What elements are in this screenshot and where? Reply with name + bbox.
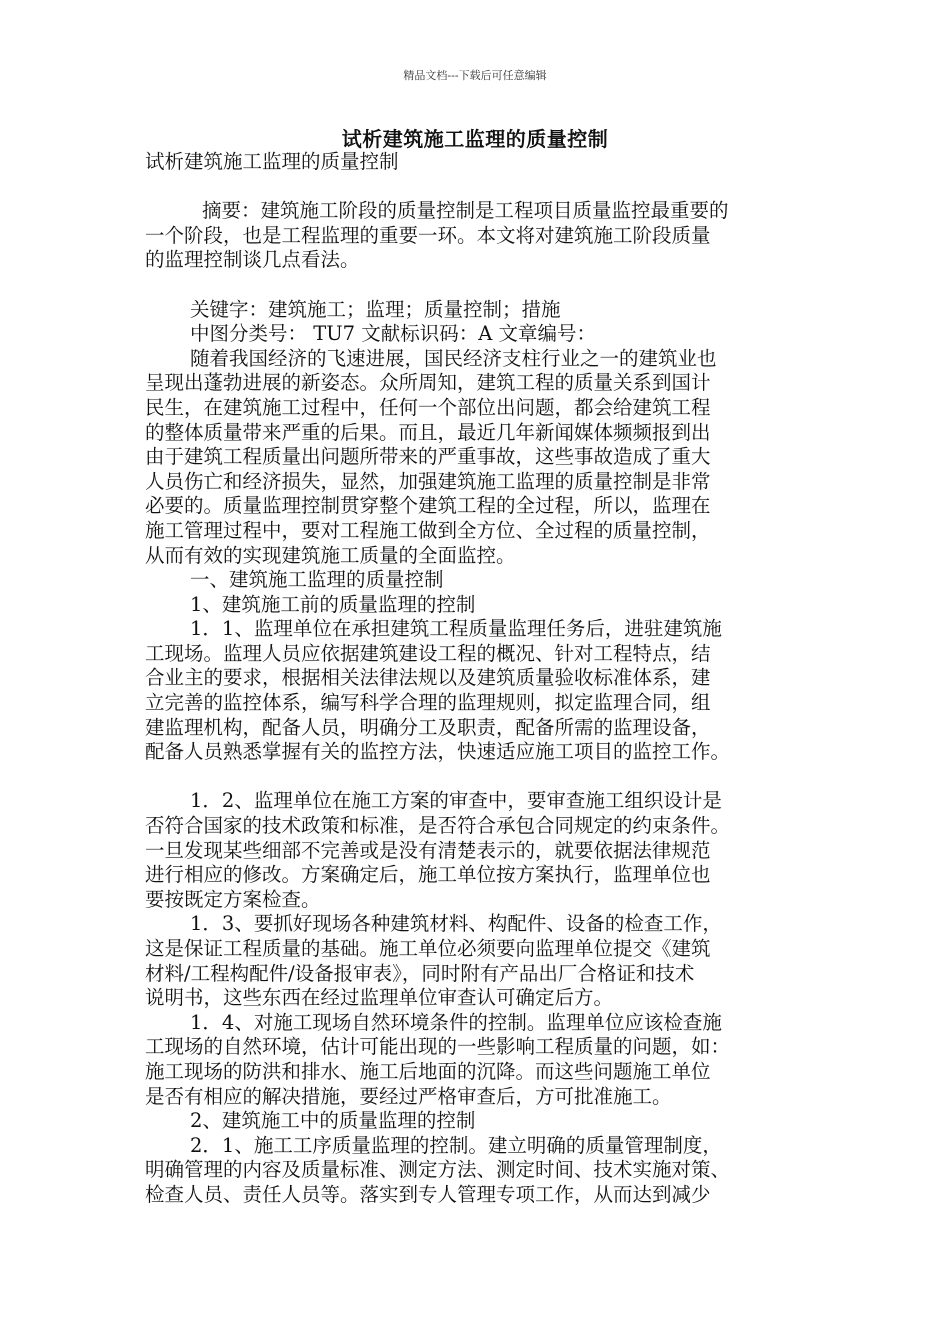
p1-2-line: 1．2、监理单位在施工方案的审查中，要审查施工组织设计是 — [190, 789, 722, 813]
p1-1-line: 建监理机构，配备人员，明确分工及职责，配备所需的监理设备， — [145, 715, 711, 739]
p1-1-line: 工现场。监理人员应依据建筑建设工程的概况、针对工程特点，结 — [145, 641, 711, 665]
p1-1-line: 1．1、监理单位在承担建筑工程质量监理任务后，进驻建筑施 — [190, 617, 722, 641]
p1-4-line: 1．4、对施工现场自然环境条件的控制。监理单位应该检查施 — [190, 1010, 722, 1034]
p2-1-line: 检查人员、责任人员等。落实到专人管理专项工作，从而达到减少 — [145, 1182, 711, 1206]
intro-line: 的整体质量带来严重的后果。而且，最近几年新闻媒体频频报到出 — [145, 420, 711, 444]
intro-line: 民生，在建筑施工过程中，任何一个部位出问题，都会给建筑工程 — [145, 395, 711, 419]
p1-3-line: 材料/工程构配件/设备报审表》，同时附有产品出厂合格证和技术 — [145, 961, 695, 985]
spacer — [145, 175, 810, 200]
intro-line: 随着我国经济的飞速进展，国民经济支柱行业之一的建筑业也 — [190, 346, 717, 370]
p1-3-line: 说明书，这些东西在经过监理单位审查认可确定后方。 — [145, 986, 614, 1010]
p2-1-line: 明确管理的内容及质量标准、测定方法、测定时间、技术实施对策、 — [145, 1158, 731, 1182]
intro-line: 从而有效的实现建筑施工质量的全面监控。 — [145, 543, 516, 567]
sub2-heading: 2、建筑施工中的质量监理的控制 — [190, 1109, 476, 1133]
abstract-line: 一个阶段，也是工程监理的重要一环。本文将对建筑施工阶段质量 — [145, 223, 711, 247]
p1-3-line: 1．3、要抓好现场各种建筑材料、构配件、设备的检查工作， — [190, 912, 722, 936]
intro-line: 由于建筑工程质量出问题所带来的严重事故，这些事故造成了重大 — [145, 445, 711, 469]
p1-1-line: 合业主的要求，根据相关法律法规以及建筑质量验收标准体系，建 — [145, 666, 711, 690]
p1-1-line: 配备人员熟悉掌握有关的监控方法，快速适应施工项目的监控工作。 — [145, 740, 731, 764]
p1-4-line: 工现场的自然环境，估计可能出现的一些影响工程质量的问题，如： — [145, 1035, 731, 1059]
p1-1-line: 立完善的监控体系，编写科学合理的监理规则，拟定监理合同，组 — [145, 691, 711, 715]
intro-line: 人员伤亡和经济损失，显然，加强建筑施工监理的质量控制是非常 — [145, 469, 711, 493]
spacer — [145, 765, 810, 790]
document-subtitle: 试析建筑施工监理的质量控制 — [145, 150, 399, 173]
spacer — [145, 273, 810, 298]
p1-4-line: 是否有相应的解决措施，要经过严格审查后，方可批准施工。 — [145, 1084, 672, 1108]
intro-line: 呈现出蓬勃进展的新姿态。众所周知，建筑工程的质量关系到国计 — [145, 371, 711, 395]
abstract-line: 摘要：建筑施工阶段的质量控制是工程项目质量监控最重要的 — [202, 199, 729, 223]
p1-4-line: 施工现场的防洪和排水、施工后地面的沉降。而这些问题施工单位 — [145, 1059, 711, 1083]
p2-1-line: 2．1、施工工序质量监理的控制。建立明确的质量管理制度， — [190, 1133, 722, 1157]
document-body — [145, 150, 810, 1208]
abstract-line: 的监理控制谈几点看法。 — [145, 248, 360, 272]
p1-3-line: 这是保证工程质量的基础。施工单位必须要向监理单位提交《建筑 — [145, 937, 711, 960]
classification: 中图分类号： TU7 文献标识码：A 文章编号： — [190, 322, 597, 346]
section1-heading: 一、建筑施工监理的质量控制 — [190, 568, 444, 592]
keywords: 关键字：建筑施工；监理；质量控制；措施 — [190, 297, 561, 321]
header-note: 精品文档---下载后可任意编辑 — [403, 69, 547, 82]
p1-2-line: 进行相应的修改。方案确定后，施工单位按方案执行，监理单位也 — [145, 863, 711, 887]
p1-2-line: 否符合国家的技术政策和标准，是否符合承包合同规定的约束条件。 — [145, 814, 731, 838]
document-title: 试析建筑施工监理的质量控制 — [341, 127, 609, 151]
sub1-heading: 1、建筑施工前的质量监理的控制 — [190, 592, 476, 616]
p1-2-line: 要按既定方案检查。 — [145, 887, 321, 911]
intro-line: 施工管理过程中，要对工程施工做到全方位、全过程的质量控制， — [145, 518, 711, 542]
p1-2-line: 一旦发现某些细部不完善或是没有清楚表示的，就要依据法律规范 — [145, 838, 711, 862]
intro-line: 必要的。质量监理控制贯穿整个建筑工程的全过程，所以，监理在 — [145, 494, 711, 518]
